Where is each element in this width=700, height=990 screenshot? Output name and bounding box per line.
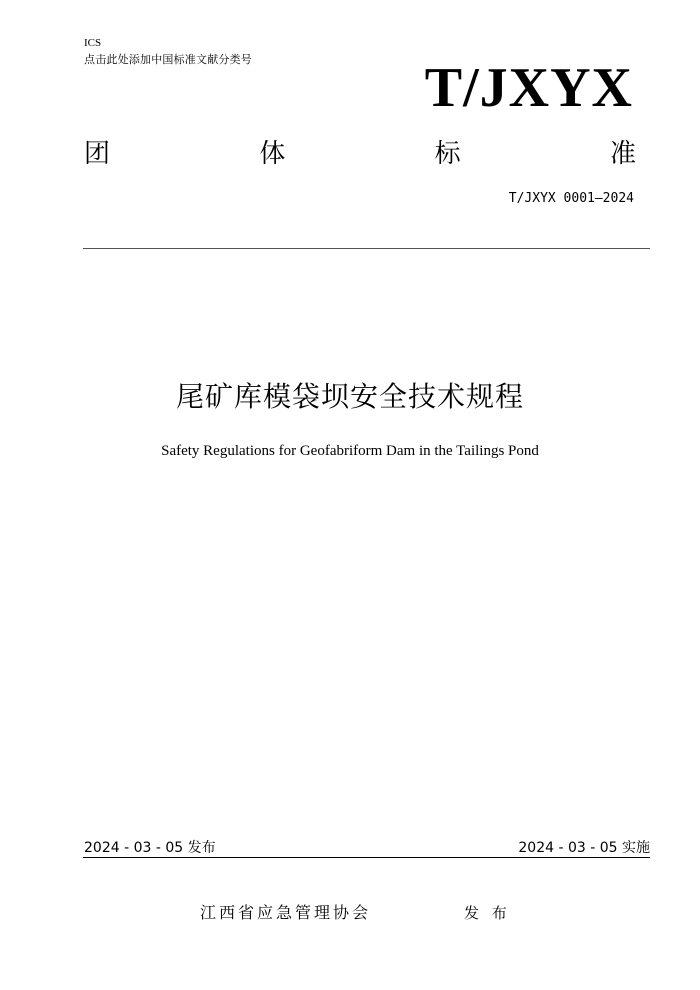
issuing-organization: 江西省应急管理协会 xyxy=(200,903,372,922)
standard-type-char: 体 xyxy=(259,139,286,169)
document-title-english: Safety Regulations for Geofabriform Dam in the Tailings Pond xyxy=(161,443,539,459)
publish-date: 2024 - 03 - 05 发布 xyxy=(84,840,216,856)
standard-code: T/JXYX 0001—2024 xyxy=(508,191,634,206)
classification-placeholder[interactable]: 点击此处添加中国标准文献分类号 xyxy=(84,53,252,66)
ics-label: ICS xyxy=(84,37,102,49)
standard-type-char: 标 xyxy=(434,139,461,169)
standard-brand-logo: T/JXYX xyxy=(424,57,633,119)
document-title-chinese: 尾矿库模袋坝安全技术规程 xyxy=(175,380,524,413)
standard-type-heading xyxy=(84,137,636,171)
footer-divider xyxy=(83,857,650,858)
standard-type-char: 团 xyxy=(84,139,111,169)
standard-type-char: 准 xyxy=(609,139,636,169)
effective-date: 2024 - 03 - 05 实施 xyxy=(518,840,650,856)
header-divider xyxy=(83,248,650,249)
issued-label: 发 布 xyxy=(464,904,511,922)
